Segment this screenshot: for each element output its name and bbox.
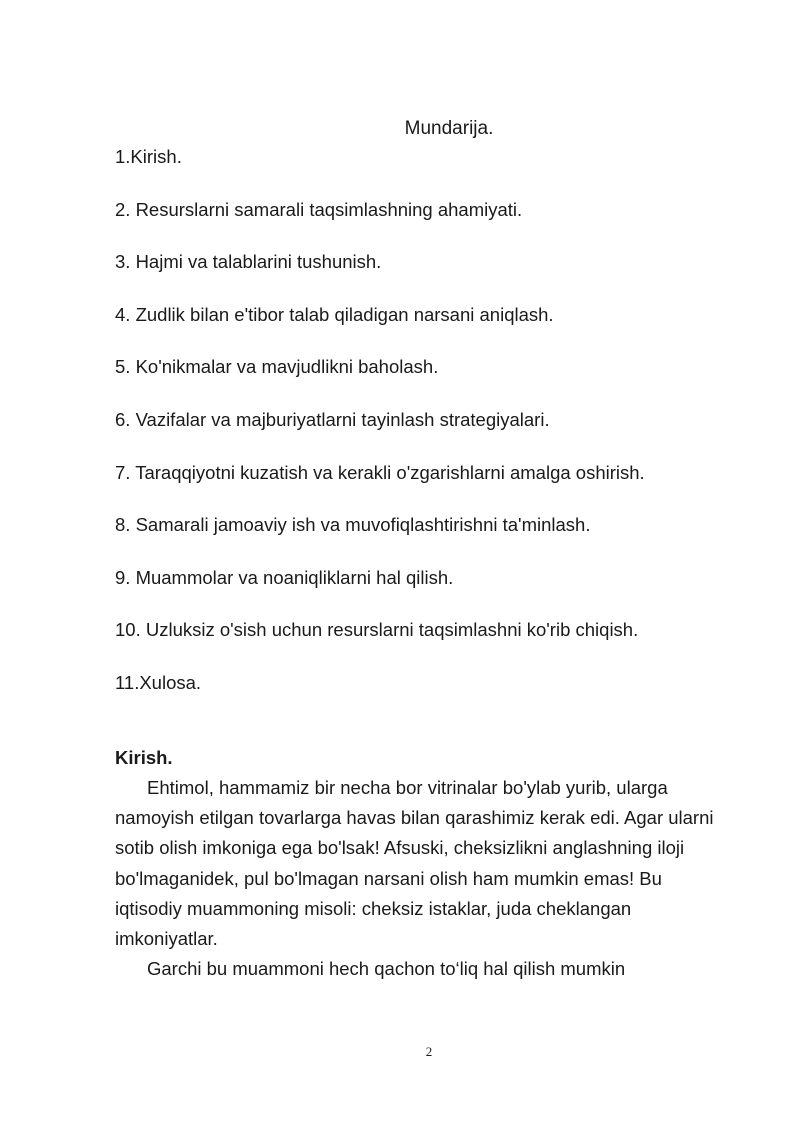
intro-paragraph-1: Ehtimol, hammamiz bir necha bor vitrinalar bo'ylab yurib, ularga namoyish etilgan tovarlarga havas bilan qarashimiz kerak edi. Agar ularni sotib olish imkoniga ega bo'lsak! Afsuski, cheksizlikni anglashning iloji bo'lmaganidek, pul bo'lmagan narsani olish ham mumkin emas! Bu iqtisodiy muammoning misoli: cheksiz istaklar, juda cheklangan imkoniyatlar. xyxy=(115,777,714,950)
intro-paragraph-2: Garchi bu muammoni hech qachon to‘liq hal qilish mumkin xyxy=(147,958,626,980)
intro-heading: Kirish. xyxy=(115,747,173,768)
toc-item-9: 9. Muammolar va noaniqliklarni hal qilish. xyxy=(115,566,454,588)
toc-item-5: 5. Ko'nikmalar va mavjudlikni baholash. xyxy=(115,356,439,378)
toc-item-3: 3. Hajmi va talablarini tushunish. xyxy=(115,251,382,273)
intro-section xyxy=(115,746,725,984)
toc-item-7: 7. Taraqqiyotni kuzatish va kerakli o'zgarishlarni amalga oshirish. xyxy=(115,461,645,483)
table-of-contents xyxy=(115,145,755,724)
toc-item-11: 11.Xulosa. xyxy=(115,671,202,693)
toc-item-6: 6. Vazifalar va majburiyatlarni tayinlash strategiyalari. xyxy=(115,408,550,430)
toc-item-8: 8. Samarali jamoaviy ish va muvofiqlashtirishni ta'minlash. xyxy=(115,514,591,536)
toc-item-2: 2. Resurslarni samarali taqsimlashning ahamiyati. xyxy=(115,198,523,220)
toc-item-4: 4. Zudlik bilan e'tibor talab qiladigan narsani aniqlash. xyxy=(115,303,554,325)
page-number: 2 xyxy=(425,1044,433,1059)
toc-item-10: 10. Uzluksiz o'sish uchun resurslarni taqsimlashni ko'rib chiqish. xyxy=(115,619,639,641)
toc-item-1: 1.Kirish. xyxy=(115,146,182,167)
toc-title: Mundarija. xyxy=(404,118,494,139)
